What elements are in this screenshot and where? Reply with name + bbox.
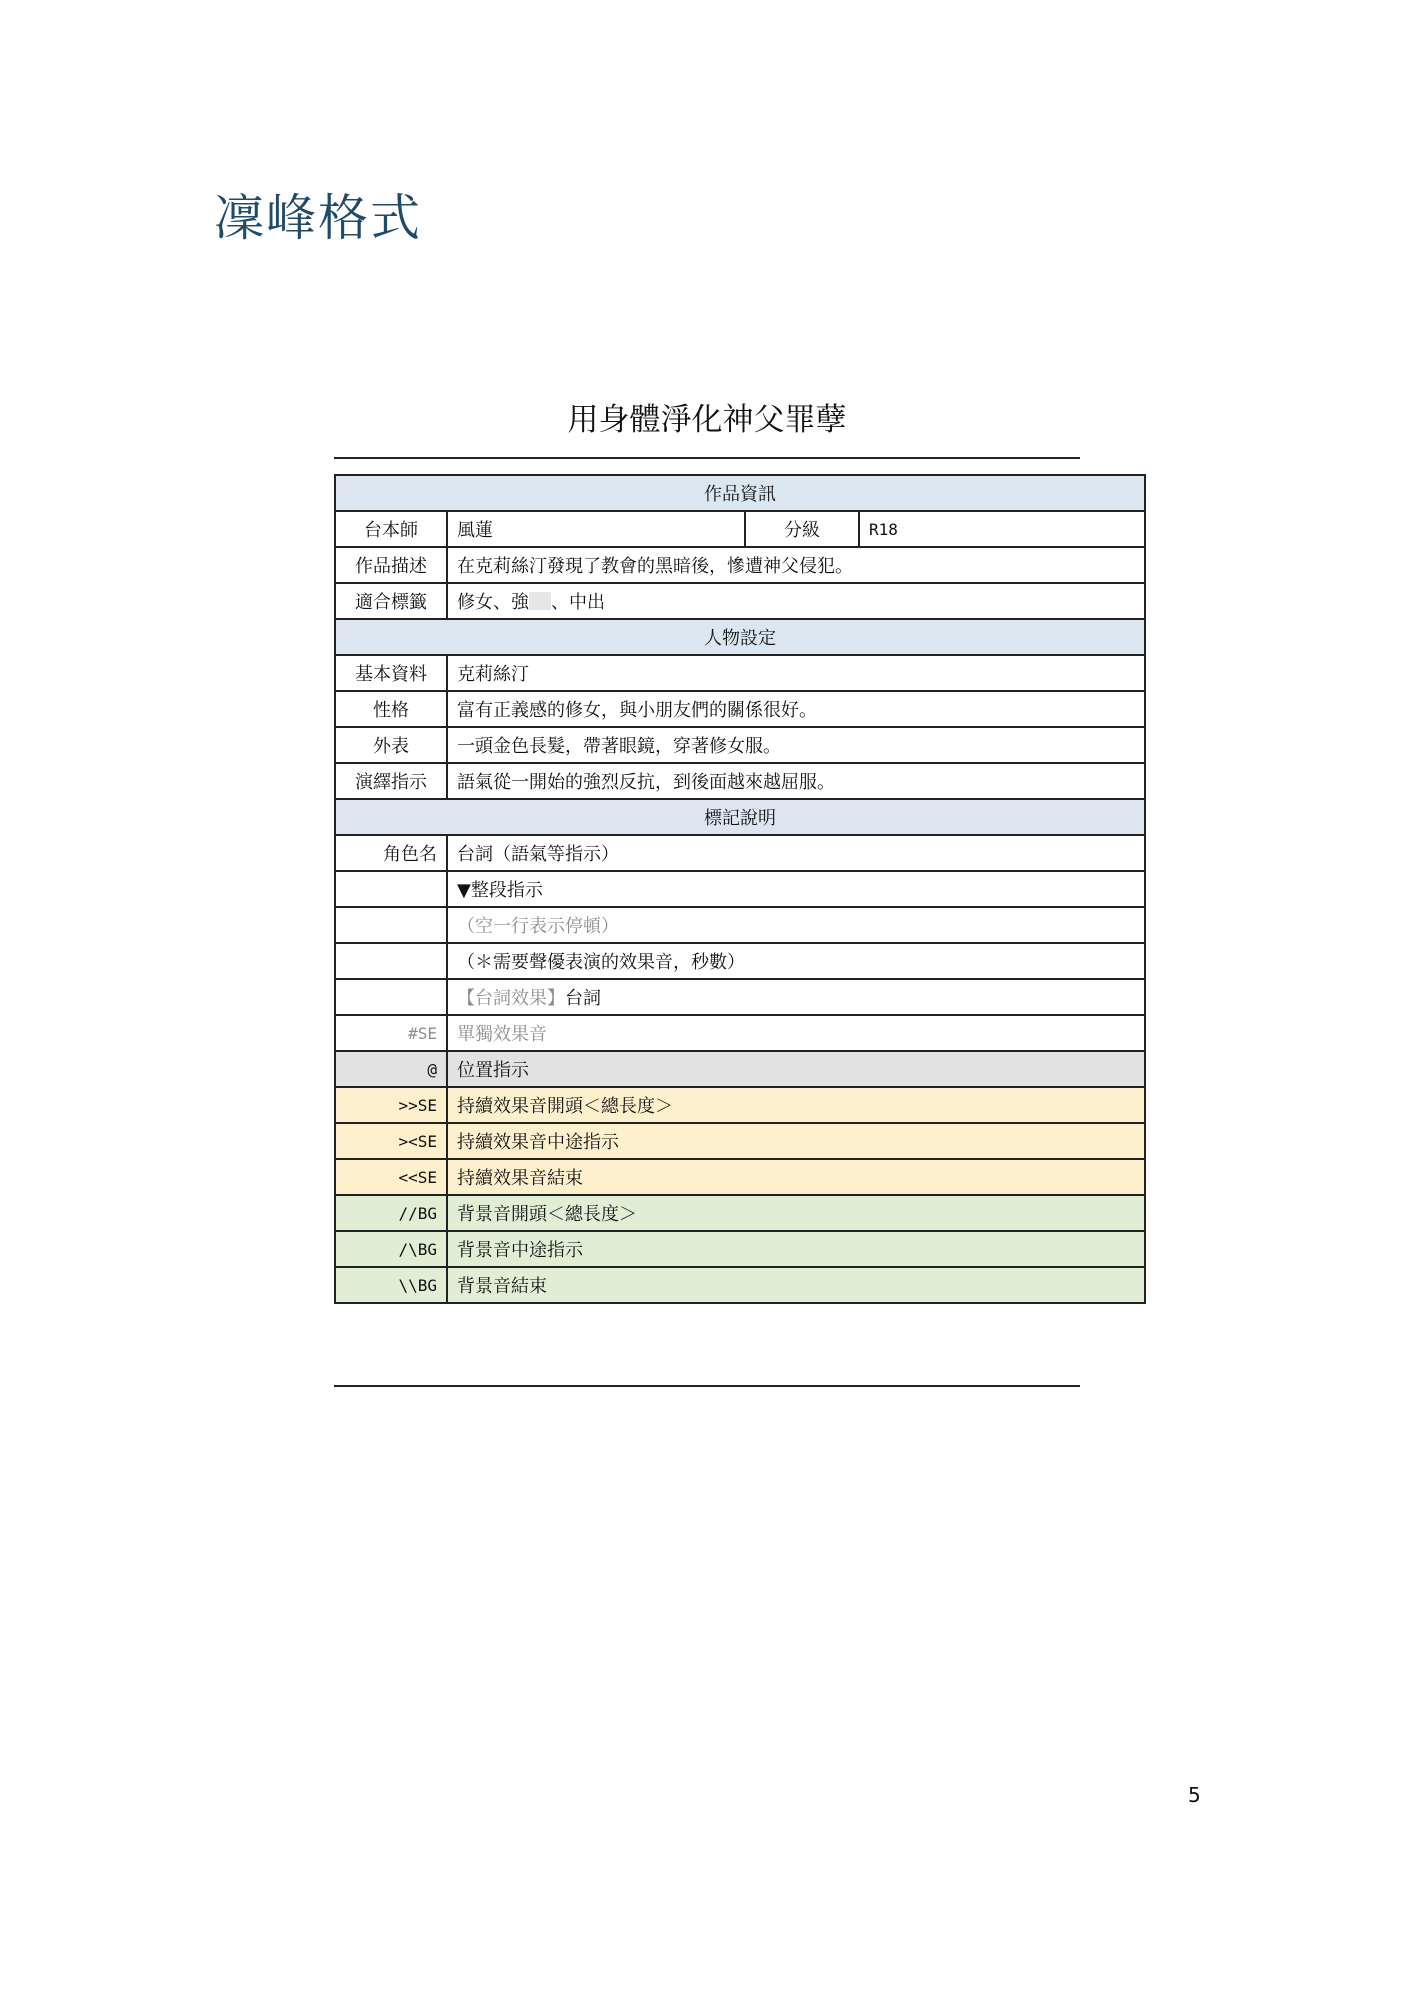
mark-bg-end-label: \\BG bbox=[335, 1267, 447, 1303]
mark-voice-se-value: （＊需要聲優表演的效果音，秒數） bbox=[447, 943, 1145, 979]
mark-se-value: 單獨效果音 bbox=[447, 1015, 1145, 1051]
page-number: 5 bbox=[1188, 1783, 1201, 1807]
section-header-work-info: 作品資訊 bbox=[335, 475, 1145, 511]
tags-value bbox=[447, 583, 1145, 619]
mark-se-label: #SE bbox=[335, 1015, 447, 1051]
character-label: 演繹指示 bbox=[335, 763, 447, 799]
character-value: 語氣從一開始的強烈反抗，到後面越來越屈服。 bbox=[447, 763, 1145, 799]
mark-se-end-label: <<SE bbox=[335, 1159, 447, 1195]
writer-label: 台本師 bbox=[335, 511, 447, 547]
section-header-characters: 人物設定 bbox=[335, 619, 1145, 655]
mark-paragraph-value: ▼整段指示 bbox=[447, 871, 1145, 907]
character-value: 一頭金色長髮，帶著眼鏡，穿著修女服。 bbox=[447, 727, 1145, 763]
mark-empty-cell bbox=[335, 943, 447, 979]
mark-position-value: 位置指示 bbox=[447, 1051, 1145, 1087]
mark-se-mid-label: ><SE bbox=[335, 1123, 447, 1159]
mark-line-effect-value bbox=[447, 979, 1145, 1015]
redaction-block bbox=[529, 592, 551, 610]
rating-label: 分級 bbox=[745, 511, 859, 547]
mark-pause-value: （空一行表示停頓） bbox=[447, 907, 1145, 943]
tags-text-after: 、中出 bbox=[551, 592, 605, 613]
format-heading: 凜峰格式 bbox=[214, 189, 422, 247]
character-value: 富有正義感的修女，與小朋友們的關係很好。 bbox=[447, 691, 1145, 727]
mark-role-label: 角色名 bbox=[335, 835, 447, 871]
mark-bg-start-value: 背景音開頭＜總長度＞ bbox=[447, 1195, 1145, 1231]
mark-empty-cell bbox=[335, 871, 447, 907]
description-label: 作品描述 bbox=[335, 547, 447, 583]
mark-empty-cell bbox=[335, 979, 447, 1015]
mark-se-start-value: 持續效果音開頭＜總長度＞ bbox=[447, 1087, 1145, 1123]
mark-se-end-value: 持續效果音結束 bbox=[447, 1159, 1145, 1195]
character-label: 外表 bbox=[335, 727, 447, 763]
script-info-table bbox=[334, 474, 1146, 1304]
top-divider bbox=[334, 457, 1080, 459]
mark-bg-start-label: //BG bbox=[335, 1195, 447, 1231]
rating-value: R18 bbox=[859, 511, 1145, 547]
mark-bg-mid-value: 背景音中途指示 bbox=[447, 1231, 1145, 1267]
mark-empty-cell bbox=[335, 907, 447, 943]
line-effect-suffix: 台詞 bbox=[565, 988, 601, 1009]
mark-position-label: @ bbox=[335, 1051, 447, 1087]
mark-se-mid-value: 持續效果音中途指示 bbox=[447, 1123, 1145, 1159]
description-value: 在克莉絲汀發現了教會的黑暗後，慘遭神父侵犯。 bbox=[447, 547, 1145, 583]
writer-value: 風蓮 bbox=[447, 511, 745, 547]
tags-text-before: 修女、強 bbox=[457, 592, 529, 613]
mark-role-value: 台詞（語氣等指示） bbox=[447, 835, 1145, 871]
mark-se-start-label: >>SE bbox=[335, 1087, 447, 1123]
document-title: 用身體淨化神父罪孽 bbox=[567, 402, 847, 438]
section-header-marks: 標記說明 bbox=[335, 799, 1145, 835]
bottom-divider bbox=[334, 1385, 1080, 1387]
character-label: 性格 bbox=[335, 691, 447, 727]
mark-bg-mid-label: /\BG bbox=[335, 1231, 447, 1267]
character-value: 克莉絲汀 bbox=[447, 655, 1145, 691]
tags-label: 適合標籤 bbox=[335, 583, 447, 619]
line-effect-prefix: 【台詞效果】 bbox=[457, 988, 565, 1009]
mark-bg-end-value: 背景音結束 bbox=[447, 1267, 1145, 1303]
character-label: 基本資料 bbox=[335, 655, 447, 691]
